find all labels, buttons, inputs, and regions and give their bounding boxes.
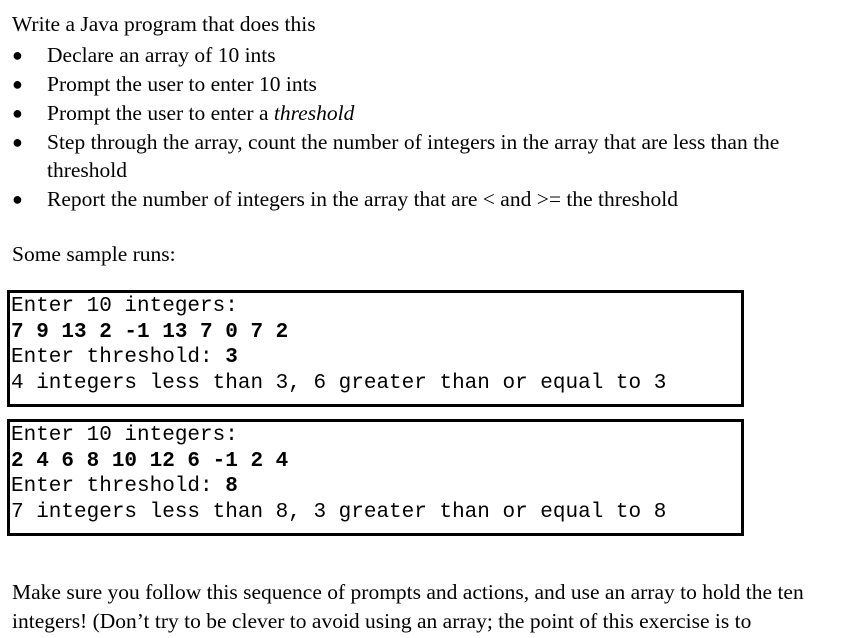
bullet-icon: ● (12, 189, 23, 209)
console-input: 7 9 13 2 -1 13 7 0 7 2 (11, 320, 289, 344)
console-prompt: Enter 10 integers: (11, 424, 238, 447)
bullet-icon: ● (12, 45, 23, 65)
sample-runs-heading: Some sample runs: (12, 242, 176, 266)
intro-text: Write a Java program that does this (12, 12, 316, 36)
bullet-icon: ● (12, 74, 23, 94)
console-threshold-input: 3 (225, 346, 238, 369)
bullet-icon: ● (12, 103, 23, 123)
bullet-icon: ● (12, 132, 23, 152)
console-output: 7 integers less than 8, 3 greater than or equal to 8 (11, 500, 667, 524)
console-threshold-line: Enter threshold: 3 (11, 346, 238, 369)
console-threshold-input: 8 (225, 475, 238, 498)
console-output: 4 integers less than 3, 6 greater than or equal to 3 (11, 371, 667, 395)
closing-paragraph: Make sure you follow this sequence of prompts and actions, and use an array to hold the ten integers! (Don’t try to be clever to avoid using an array; the point of this exercise is to (12, 580, 804, 633)
console-input: 2 4 6 8 10 12 6 -1 2 4 (11, 449, 289, 473)
sample-run-box (7, 419, 744, 536)
sample-run-box (7, 290, 744, 407)
console-prompt: Enter 10 integers: (11, 295, 238, 318)
threshold-emphasis: threshold (273, 101, 355, 125)
console-threshold-line: Enter threshold: 8 (11, 475, 238, 498)
